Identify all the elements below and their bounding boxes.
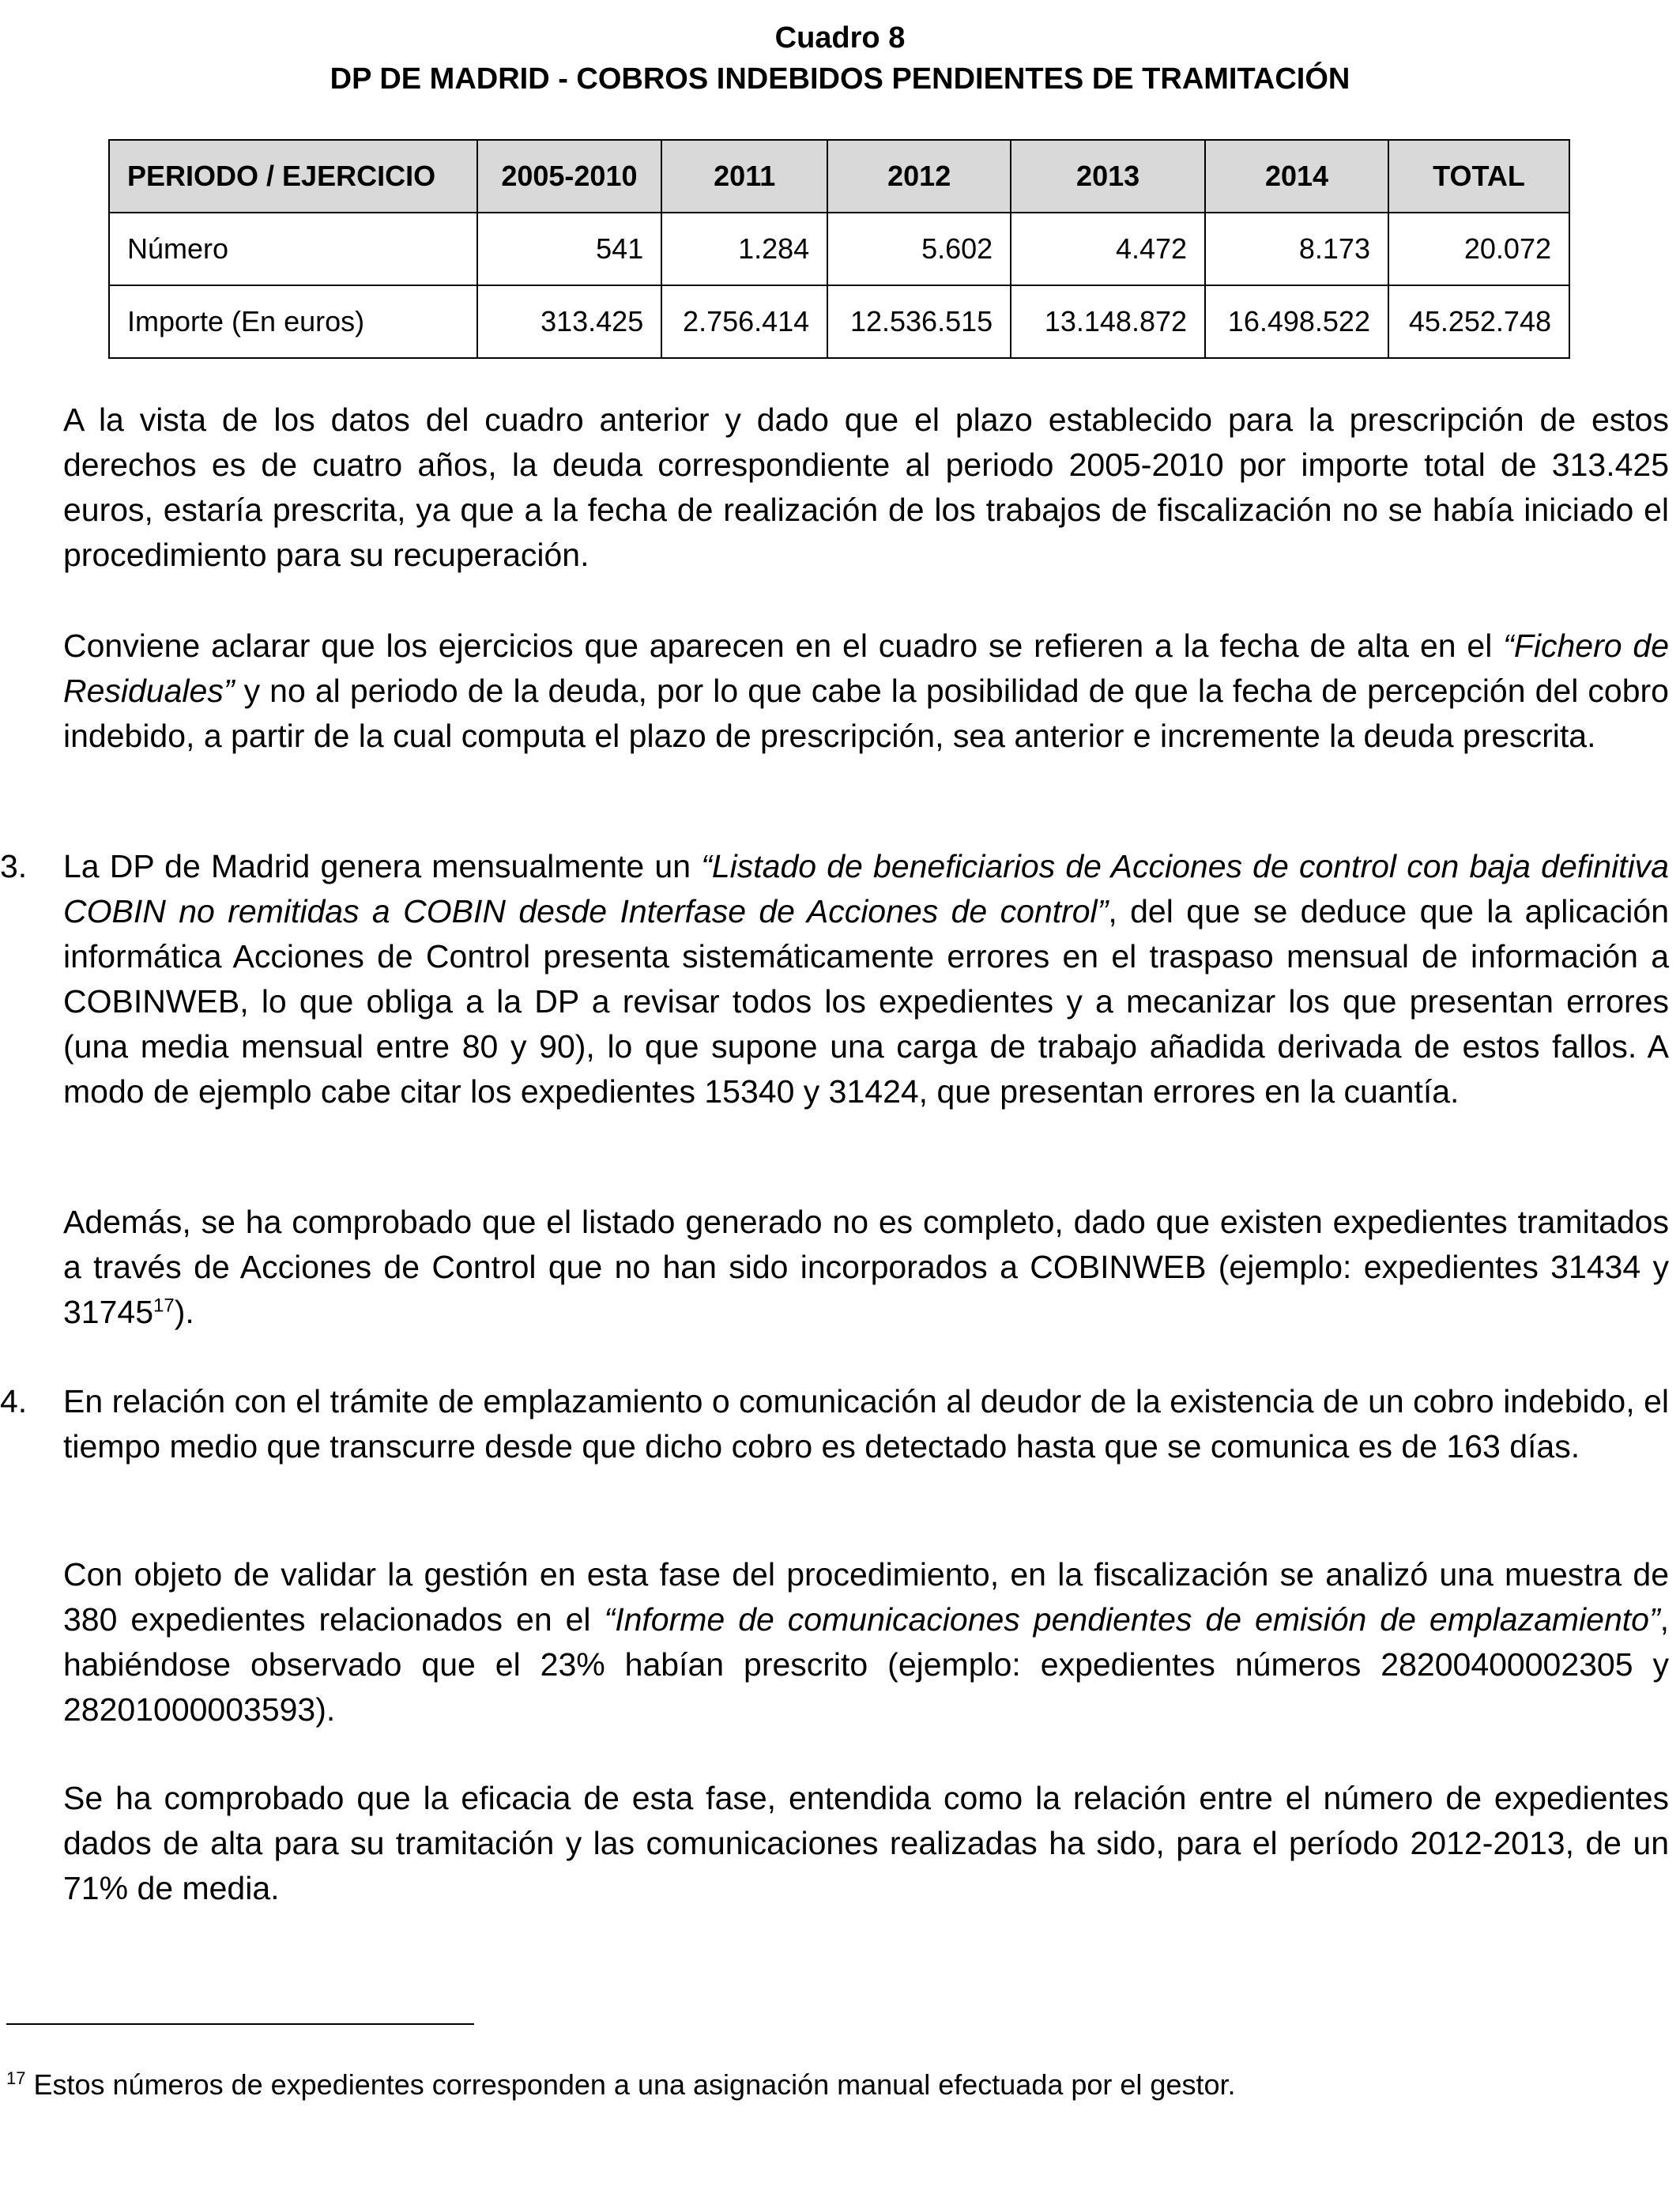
paragraph-text: , del que se deduce que la aplicación informática Acciones de Control presenta sistemáticamente errores en el traspaso mensual de información a COBINWEB, lo que obliga a la DP a revisar todos los expedientes y a mecanizar los que presentan errores (una media mensual entre 80 y 90), lo que supone una carga de trabajo añadida derivada de estos fallos. A modo de ejemplo cabe citar los expedientes 15340 y 31424, que presentan errores en la cuantía.	[63, 893, 1670, 1110]
table-header-cell: 2011	[661, 140, 827, 213]
paragraph-text: ).	[174, 1294, 194, 1330]
table-header-cell: 2013	[1011, 140, 1205, 213]
table-header-cell: 2012	[827, 140, 1011, 213]
data-table	[108, 139, 1570, 359]
table-cell: Número	[109, 213, 477, 285]
footnote	[6, 2065, 1236, 2105]
table-cell: 16.498.522	[1205, 285, 1388, 358]
footnote-number: 17	[6, 2068, 26, 2088]
table-cell: 8.173	[1205, 213, 1388, 285]
table-caption-number: Cuadro 8	[774, 21, 906, 55]
quoted-title: “Listado de beneficiarios de Acciones de control con baja definitiva COBIN no remitidas a COBIN desde Interfase de Acciones de control”	[63, 848, 1669, 929]
table-row	[109, 285, 1569, 358]
table-cell: 313.425	[477, 285, 662, 358]
table-header-cell: 2014	[1205, 140, 1388, 213]
footnote-reference: 17	[153, 1295, 175, 1317]
footnote-separator	[6, 2023, 474, 2025]
table-cell: 20.072	[1388, 213, 1569, 285]
table-header-cell: PERIODO / EJERCICIO	[109, 140, 477, 213]
quoted-title: “Fichero de Residuales”	[63, 628, 1669, 709]
paragraph	[63, 624, 1669, 759]
table-cell: 4.472	[1011, 213, 1205, 285]
table-cell: Importe (En euros)	[109, 285, 477, 358]
table-header-cell: 2005-2010	[477, 140, 662, 213]
table-cell: 12.536.515	[827, 285, 1011, 358]
footnote-text: Estos números de expedientes corresponden a una asignación manual efectuada por el gestor.	[25, 2068, 1236, 2101]
paragraph	[63, 1200, 1669, 1335]
table-cell: 13.148.872	[1011, 285, 1205, 358]
paragraph: Se ha comprobado que la eficacia de esta fase, entendida como la relación entre el número de expedientes dados de alta para su tramitación y las comunicaciones realizadas ha sido, para el período 2012-2013, de un 71% de media.	[63, 1780, 1669, 1906]
table-header-row	[109, 140, 1569, 213]
paragraph	[63, 1552, 1669, 1732]
paragraph-text: , habiéndose observado que el 23% habían prescrito (ejemplo: expedientes números 28200400002305 y 28201000003593).	[63, 1601, 1670, 1728]
table-cell: 2.756.414	[661, 285, 827, 358]
paragraph: A la vista de los datos del cuadro anterior y dado que el plazo establecido para la prescripción de estos derechos es de cuatro años, la deuda correspondiente al periodo 2005-2010 por importe total de 313.425 euros, estaría prescrita, ya que a la fecha de realización de los trabajos de fiscalización no se había iniciado el procedimiento para su recuperación.	[63, 401, 1669, 573]
table-cell: 1.284	[661, 213, 827, 285]
table-row	[109, 213, 1569, 285]
list-item: En relación con el trámite de emplazamiento o comunicación al deudor de la existencia de un cobro indebido, el tiempo medio que transcurre desde que dicho cobro es detectado hasta que se comunica es de 163 días.	[63, 1383, 1669, 1465]
table-cell: 541	[477, 213, 662, 285]
paragraph-text: Conviene aclarar que los ejercicios que aparecen en el cuadro se refieren a la fecha de alta en el	[63, 628, 1504, 664]
paragraph-text: y no al periodo de la deuda, por lo que cabe la posibilidad de que la fecha de percepción del cobro indebido, a partir de la cual computa el plazo de prescripción, sea anterior e incremente la deuda prescrita.	[63, 673, 1669, 754]
table-caption-title: DP DE MADRID - COBROS INDEBIDOS PENDIENTES DE TRAMITACIÓN	[330, 62, 1350, 96]
paragraph-text: La DP de Madrid genera mensualmente un	[63, 848, 702, 884]
list-item	[63, 844, 1669, 1114]
table-cell: 5.602	[827, 213, 1011, 285]
table-cell: 45.252.748	[1388, 285, 1569, 358]
paragraph-text: Con objeto de validar la gestión en esta fase del procedimiento, en la fiscalización se analizó una muestra de 380 expedientes relacionados en el	[63, 1556, 1669, 1638]
paragraph-text: Además, se ha comprobado que el listado generado no es completo, dado que existen expedientes tramitados a través de Acciones de Control que no han sido incorporados a COBINWEB (ejemplo: expedientes 31434 y 31745	[63, 1204, 1669, 1330]
quoted-title: “Informe de comunicaciones pendientes de emisión de emplazamiento”	[604, 1601, 1660, 1638]
list-item-number: 4.	[0, 1383, 28, 1419]
list-item-number: 3.	[0, 848, 28, 884]
table-header-cell: TOTAL	[1388, 140, 1569, 213]
